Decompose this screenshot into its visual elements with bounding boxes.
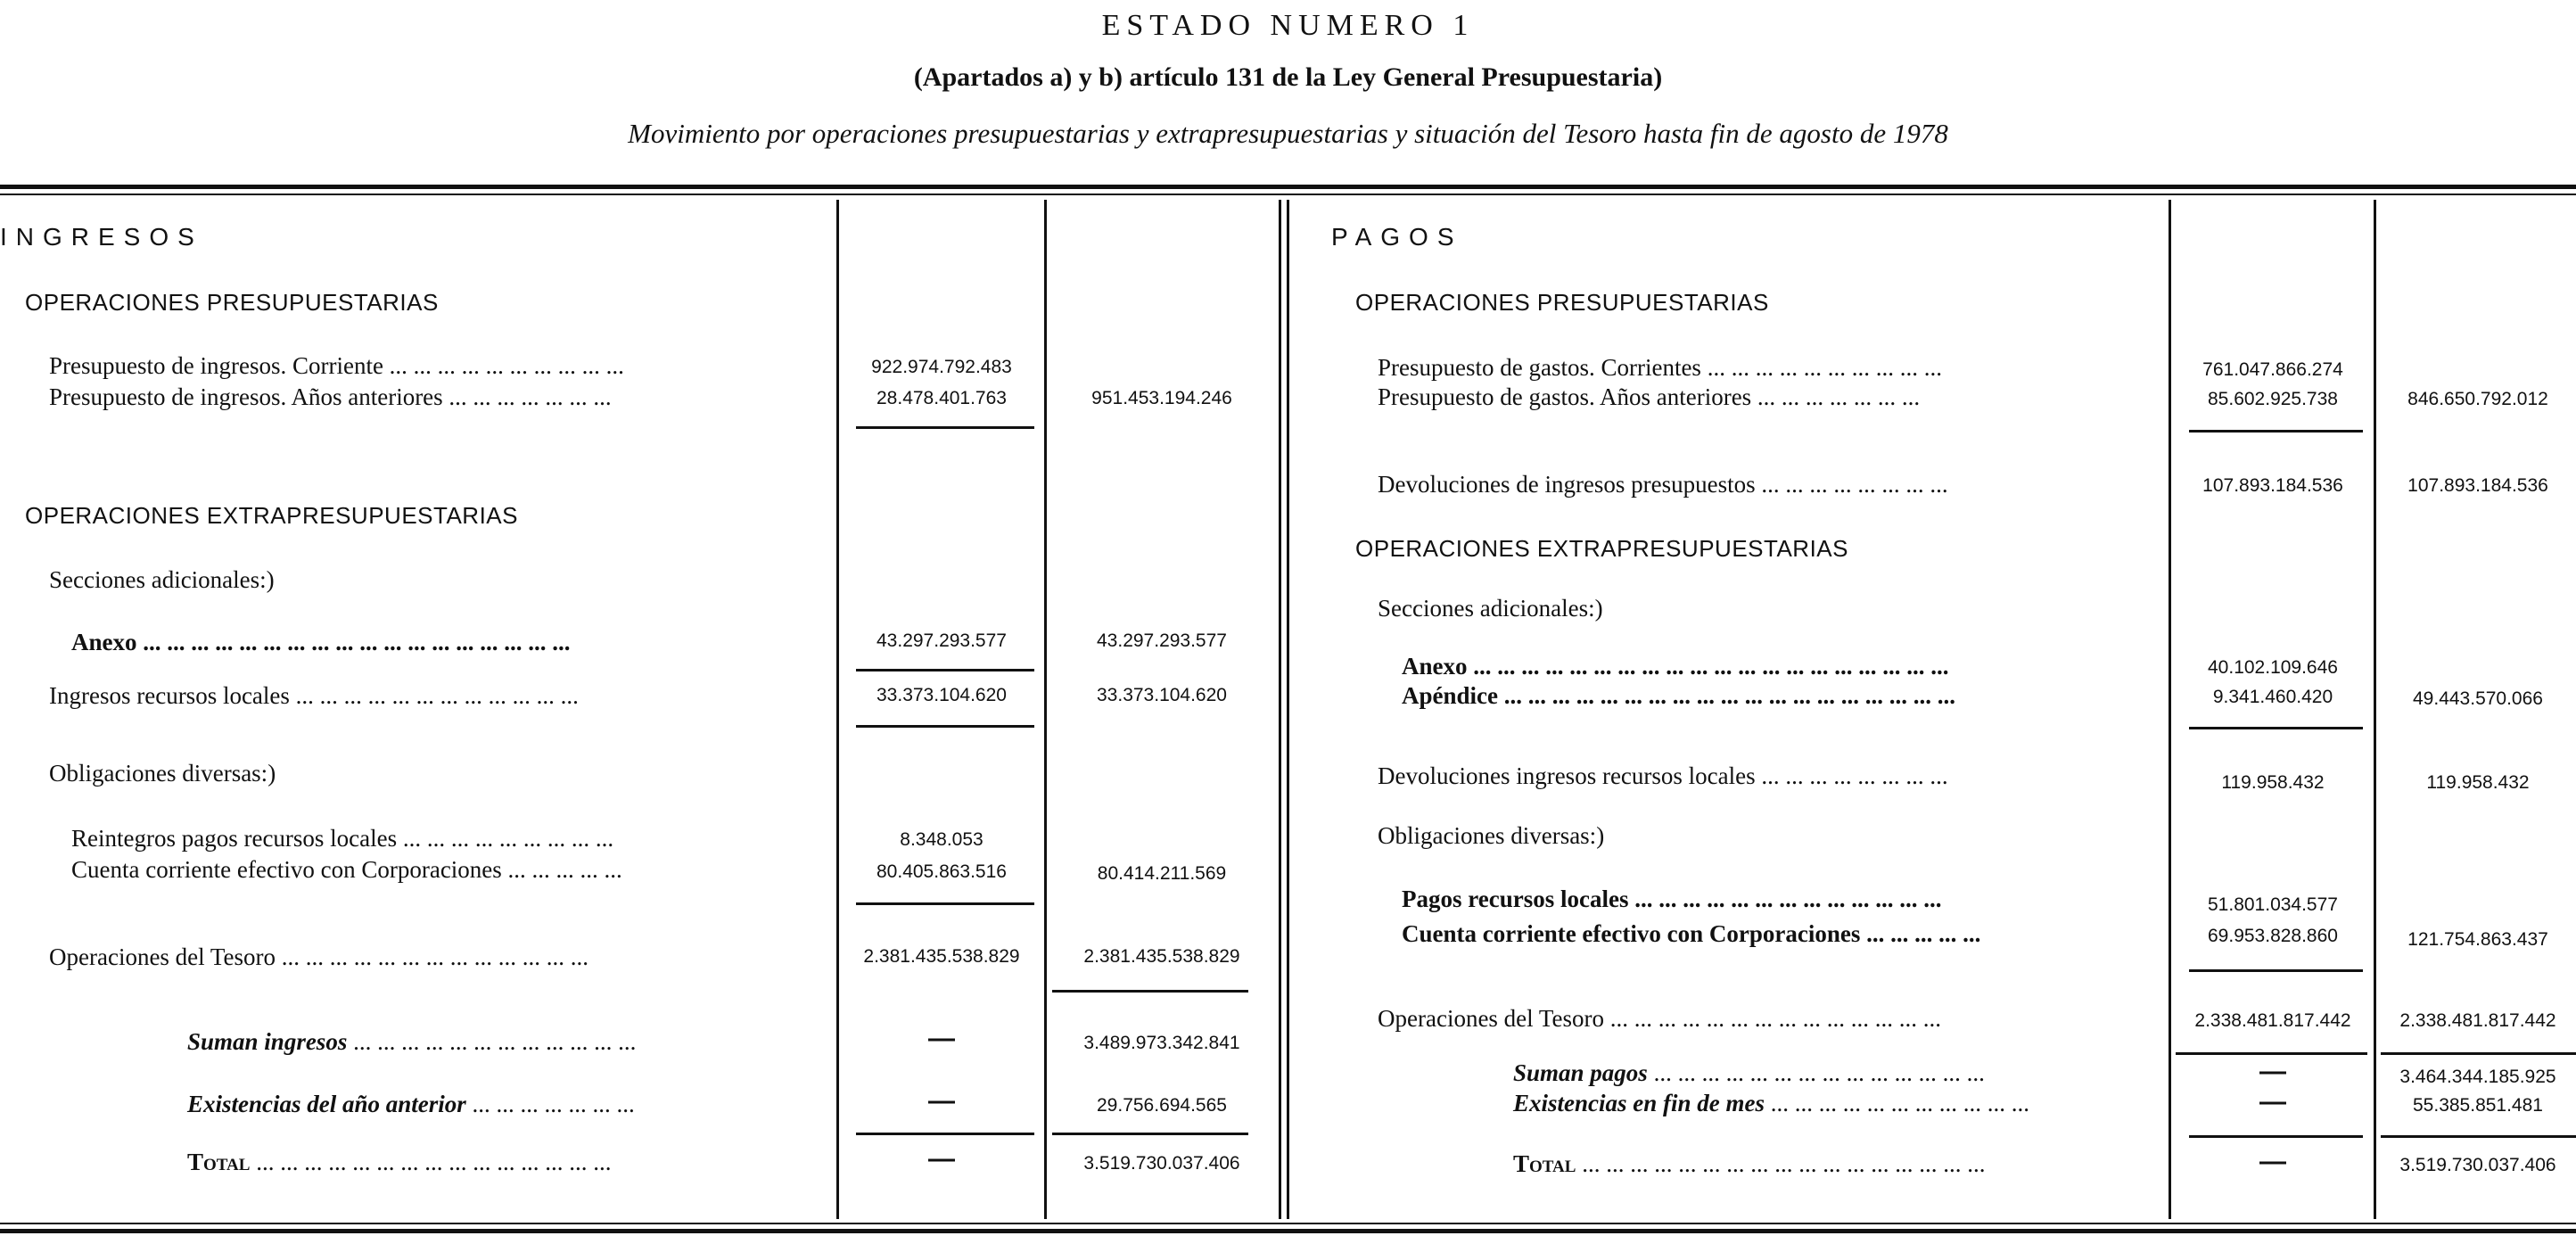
- ingresos-anteriores-label: Presupuesto de ingresos. Años anteriores ... ... ... ... ... ... ...: [49, 383, 612, 410]
- ingresos-tesoro-label: Operaciones del Tesoro ... ... ... ... ... ... ... ... ... ... ... ... ...: [49, 943, 589, 970]
- ingresos-existencias-v1: —: [928, 1086, 955, 1116]
- sum-rule: [2189, 969, 2363, 972]
- pagos-apendice-v1: 9.341.460.420: [2212, 687, 2333, 707]
- leader-dots: ... ... ... ... ... ... ... ... ... ... ... ...: [353, 1028, 637, 1055]
- pagos-heading: PAGOS: [1331, 223, 1463, 251]
- ingresos-total-v2: 3.519.730.037.406: [1083, 1153, 1240, 1174]
- leader-dots: ... ... ... ... ... ... ... ... ... ... ... ... ... ... ...: [256, 1149, 612, 1175]
- pagos-existencias-label: Existencias en fin de mes: [1513, 1090, 1765, 1116]
- sum-rule: [856, 1133, 1034, 1135]
- pagos-dev-locales-v2: 119.958.432: [2426, 772, 2530, 793]
- page-description: Movimiento por operaciones presupuestarias y extrapresupuestarias y situación del Tesoro hasta fin de agosto de 1978: [628, 118, 1948, 149]
- page-title: ESTADO NUMERO 1: [1101, 9, 1475, 42]
- ingresos-suman-v2: 3.489.973.342.841: [1083, 1033, 1240, 1053]
- ingresos-tesoro-v2: 2.381.435.538.829: [1083, 946, 1240, 967]
- ingresos-anexo-v1: 43.297.293.577: [876, 630, 1007, 651]
- pagos-existencias-v2: 55.385.851.481: [2413, 1095, 2543, 1116]
- pagos-tesoro-v2: 2.338.481.817.442: [2399, 1010, 2556, 1031]
- ingresos-op-extra: OPERACIONES EXTRAPRESUPUESTARIAS: [25, 502, 518, 529]
- column-divider: [2374, 200, 2376, 1219]
- pagos-suman-label: Suman pagos: [1513, 1059, 1648, 1086]
- sum-rule: [1052, 1133, 1248, 1135]
- sum-rule: [2189, 727, 2363, 729]
- bottom-double-rule-1: [0, 1223, 2576, 1224]
- ingresos-heading: INGRESOS: [0, 223, 203, 251]
- sum-rule: [2176, 1052, 2367, 1055]
- pagos-anexo-v1: 40.102.109.646: [2208, 657, 2338, 678]
- pagos-suman-row: [1513, 1059, 1985, 1087]
- pagos-secciones: Secciones adicionales:): [1378, 595, 1603, 622]
- ingresos-anexo-v2: 43.297.293.577: [1097, 630, 1227, 651]
- pagos-locales-label: Pagos recursos locales ... ... ... ... ... ... ... ... ... ... ... ... ...: [1402, 886, 1942, 912]
- ingresos-corriente-label: Presupuesto de ingresos. Corriente ... ... ... ... ... ... ... ... ... ...: [49, 352, 624, 379]
- ingresos-anexo-label: Anexo ... ... ... ... ... ... ... ... ... ... ... ... ... ... ... ... ... ...: [71, 629, 571, 655]
- pagos-anteriores-v2: 846.650.792.012: [2407, 389, 2548, 409]
- pagos-devoluciones-v2: 107.893.184.536: [2407, 475, 2548, 496]
- page-subtitle: (Apartados a) y b) artículo 131 de la Ley General Presupuestaria): [913, 62, 1663, 92]
- ingresos-obligaciones: Obligaciones diversas:): [49, 760, 276, 787]
- pagos-anteriores-v1: 85.602.925.738: [2208, 389, 2338, 409]
- column-divider: [836, 200, 839, 1219]
- ingresos-suman-label: Suman ingresos: [187, 1028, 348, 1055]
- pagos-dev-locales-v1: 119.958.432: [2221, 772, 2325, 793]
- pagos-existencias-v1: —: [2259, 1087, 2286, 1116]
- ingresos-existencias-v2: 29.756.694.565: [1097, 1095, 1227, 1116]
- ingresos-cuenta-v1: 80.405.863.516: [876, 861, 1007, 882]
- pagos-tesoro-v1: 2.338.481.817.442: [2194, 1010, 2351, 1031]
- ingresos-total-v1: —: [928, 1144, 955, 1174]
- ingresos-tesoro-v1: 2.381.435.538.829: [863, 946, 1020, 967]
- ingresos-corriente-v1: 922.974.792.483: [871, 357, 1012, 377]
- sum-rule: [1052, 990, 1248, 993]
- pagos-cuenta-label: Cuenta corriente efectivo con Corporaciones ... ... ... ... ...: [1402, 920, 1981, 947]
- pagos-op-presupuestarias: OPERACIONES PRESUPUESTARIAS: [1355, 289, 1769, 316]
- pagos-existencias-row: [1513, 1090, 2029, 1117]
- ingresos-recursos-v1: 33.373.104.620: [876, 685, 1007, 705]
- sum-rule: [2381, 1135, 2576, 1138]
- ingresos-total-row: [187, 1149, 611, 1176]
- leader-dots: ... ... ... ... ... ... ... ... ... ... ... ... ... ...: [1653, 1059, 1985, 1086]
- sum-rule: [2189, 430, 2363, 433]
- sum-rule: [2381, 1052, 2576, 1055]
- pagos-corrientes-label: Presupuesto de gastos. Corrientes ... ... ... ... ... ... ... ... ... ...: [1378, 354, 1942, 381]
- pagos-devoluciones-v1: 107.893.184.536: [2202, 475, 2343, 496]
- top-double-rule-2: [0, 194, 2576, 195]
- ingresos-cuenta-label: Cuenta corriente efectivo con Corporaciones ... ... ... ... ...: [71, 856, 622, 883]
- pagos-cuenta-v1: 69.953.828.860: [2208, 926, 2338, 946]
- pagos-dev-locales-label: Devoluciones ingresos recursos locales ... ... ... ... ... ... ... ...: [1378, 762, 1948, 789]
- pagos-total-v2: 3.519.730.037.406: [2399, 1155, 2556, 1175]
- ingresos-total-label: Total: [187, 1149, 251, 1175]
- center-divider-left: [1279, 200, 1281, 1219]
- ingresos-suman-v1: —: [928, 1024, 955, 1053]
- ingresos-reintegros-v1: 8.348.053: [900, 829, 983, 850]
- pagos-apendice-v2: 49.443.570.066: [2413, 688, 2543, 709]
- pagos-op-extra: OPERACIONES EXTRAPRESUPUESTARIAS: [1355, 535, 1848, 562]
- leader-dots: ... ... ... ... ... ... ... ... ... ... ...: [1770, 1090, 2029, 1116]
- pagos-suman-v2: 3.464.344.185.925: [2399, 1067, 2556, 1087]
- column-divider: [1044, 200, 1047, 1219]
- pagos-cuenta-v2: 121.754.863.437: [2407, 929, 2548, 950]
- ingresos-reintegros-label: Reintegros pagos recursos locales ... ... ... ... ... ... ... ... ...: [71, 825, 614, 852]
- column-divider: [2169, 200, 2171, 1219]
- sum-rule: [856, 902, 1034, 905]
- sum-rule: [856, 669, 1034, 671]
- center-divider-right: [1287, 200, 1289, 1219]
- pagos-devoluciones-label: Devoluciones de ingresos presupuestos ... ... ... ... ... ... ... ...: [1378, 471, 1948, 498]
- ingresos-cuenta-v2: 80.414.211.569: [1097, 863, 1227, 884]
- pagos-total-row: [1513, 1150, 1985, 1178]
- pagos-anexo-label: Anexo ... ... ... ... ... ... ... ... ... ... ... ... ... ... ... ... ... ... ... ...: [1402, 653, 1949, 680]
- sum-rule: [856, 725, 1034, 728]
- bottom-double-rule-2: [0, 1229, 2576, 1233]
- ingresos-anteriores-v2: 951.453.194.246: [1091, 388, 1232, 408]
- pagos-anteriores-label: Presupuesto de gastos. Años anteriores ... ... ... ... ... ... ...: [1378, 383, 1921, 410]
- ingresos-recursos-label: Ingresos recursos locales ... ... ... ... ... ... ... ... ... ... ... ...: [49, 682, 579, 709]
- ingresos-existencias-label: Existencias del año anterior: [187, 1091, 466, 1117]
- ingresos-existencias-row: [187, 1091, 635, 1118]
- top-double-rule-1: [0, 185, 2576, 189]
- leader-dots: ... ... ... ... ... ... ... ... ... ... ... ... ... ... ... ... ...: [1582, 1150, 1986, 1177]
- pagos-corrientes-v1: 761.047.866.274: [2202, 359, 2343, 380]
- pagos-total-label: Total: [1513, 1150, 1576, 1177]
- pagos-obligaciones: Obligaciones diversas:): [1378, 822, 1605, 849]
- pagos-apendice-label: Apéndice ... ... ... ... ... ... ... ... ... ... ... ... ... ... ... ... ... ... ...: [1402, 682, 1955, 709]
- ingresos-secciones: Secciones adicionales:): [49, 566, 275, 593]
- ingresos-recursos-v2: 33.373.104.620: [1097, 685, 1227, 705]
- sum-rule: [2189, 1135, 2363, 1138]
- pagos-tesoro-label: Operaciones del Tesoro ... ... ... ... ... ... ... ... ... ... ... ... ... ...: [1378, 1005, 1942, 1032]
- leader-dots: ... ... ... ... ... ... ...: [472, 1091, 635, 1117]
- pagos-locales-v1: 51.801.034.577: [2208, 894, 2338, 915]
- ingresos-suman-row: [187, 1028, 636, 1056]
- ingresos-op-presupuestarias: OPERACIONES PRESUPUESTARIAS: [25, 289, 439, 316]
- sum-rule: [856, 426, 1034, 429]
- ingresos-anteriores-v1: 28.478.401.763: [876, 388, 1007, 408]
- pagos-suman-v1: —: [2259, 1057, 2286, 1086]
- pagos-total-v1: —: [2259, 1147, 2286, 1176]
